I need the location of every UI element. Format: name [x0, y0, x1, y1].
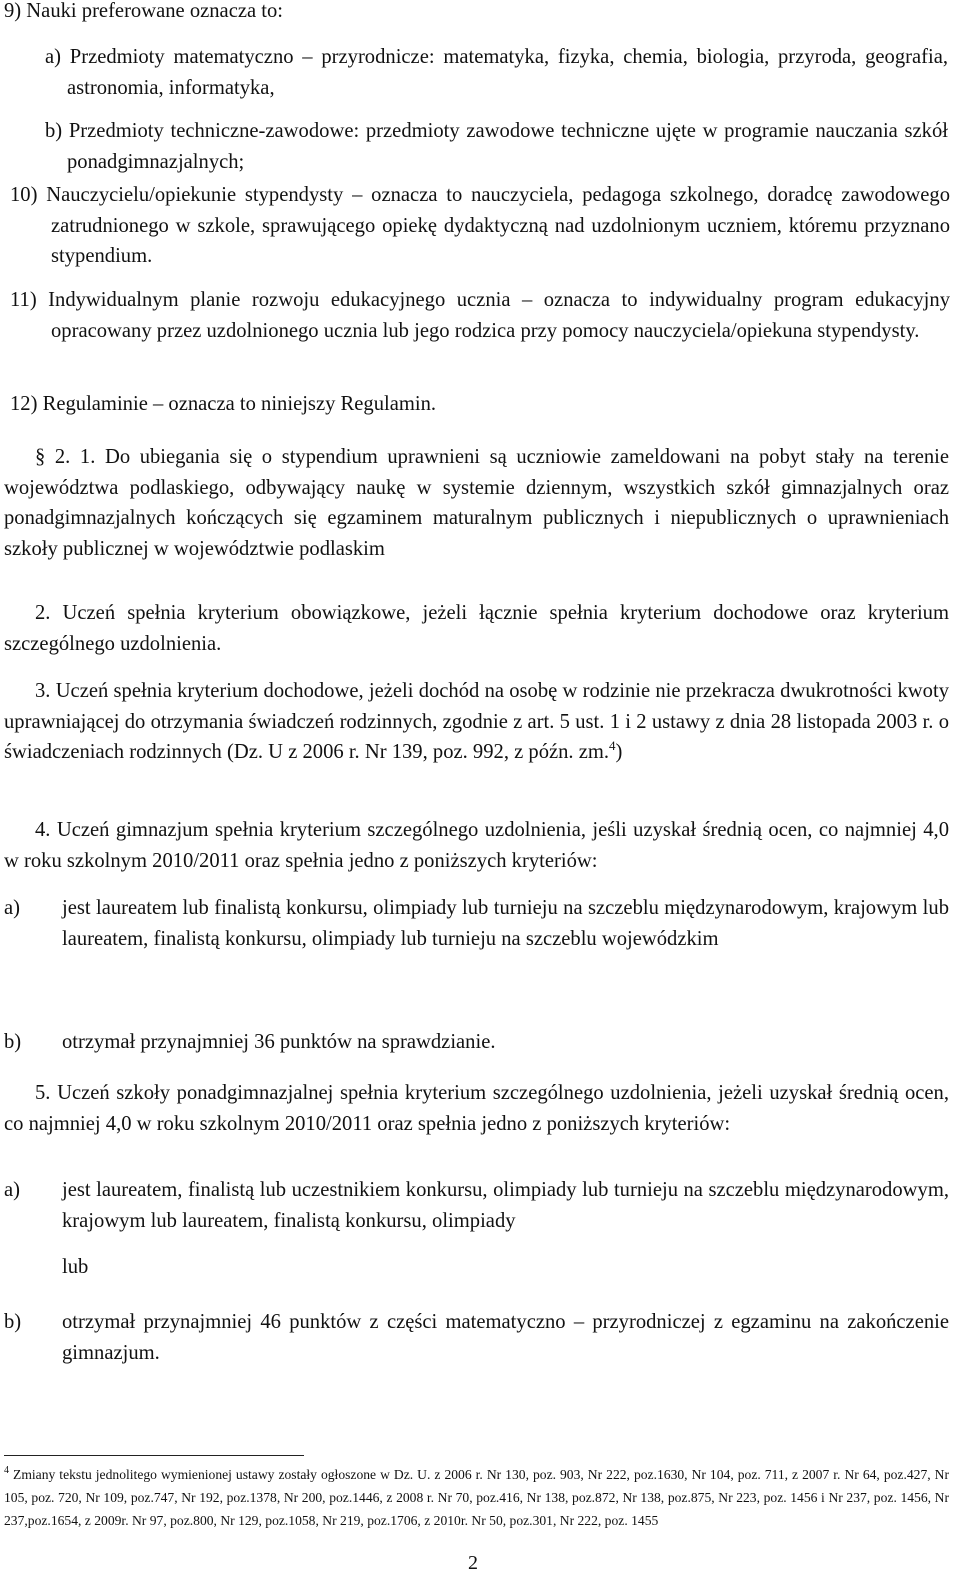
item-b-text: otrzymał przynajmniej 46 punktów z części matematyczno – przyrodniczej z egzaminu na zakończenie gimnazjum.	[62, 1311, 949, 1364]
item-a-text: jest laureatem lub finalistą konkursu, olimpiady lub turnieju na szczeblu międzynarodowym, krajowym lub laureatem, finalistą konkursu, olimpiady lub turnieju na szczeblu wojewódzkim	[62, 897, 949, 950]
point-5-item-a	[4, 1175, 949, 1236]
footnote-text: Zmiany tekstu jednolitego wymienionej ustawy zostały ogłoszone w Dz. U. z 2006 r. Nr 130, poz. 903, Nr 222, poz.1630, Nr 104, poz. 711, z 2007 r. Nr 64, poz.427, Nr 105, poz. 720, Nr 109, poz.747, Nr 192, poz.1378, Nr 200, poz.1446, z 2008 r. Nr 70, poz.416, Nr 138, poz.872, Nr 138, poz.875, Nr 223, poz. 1456 i Nr 237, poz. 1456, Nr 237,poz.1654, z 2009r. Nr 97, poz.800, Nr 129, poz.1058, Nr 219, poz.1706, z 2010r. Nr 50, poz.301, Nr 222, poz. 1455	[4, 1467, 949, 1528]
footnote-separator	[4, 1455, 304, 1456]
item-b-label: b)	[4, 1031, 22, 1053]
paragraph-11: 11) Indywidualnym planie rozwoju edukacyjnego ucznia – oznacza to indywidualny program edukacyjny opracowany przez uzdolnionego ucznia lub jego rodzica przy pomocy nauczyciela/opiekuna stypendysty.	[10, 289, 950, 342]
section-2-point-3	[4, 676, 949, 768]
section-2-point-5: 5. Uczeń szkoły ponadgimnazjalnej spełnia kryterium szczególnego uzdolnienia, jeżeli uzyskał średnią ocen, co najmniej 4,0 w roku szkolnym 2010/2011 oraz spełnia jedno z poniższych kryteriów:	[4, 1082, 949, 1135]
paragraph-9b: b) Przedmioty techniczne-zawodowe: przedmioty zawodowe techniczne ujęte w programie nauczania szkół ponadgimnazjalnych;	[45, 120, 948, 173]
point-5-item-b	[4, 1307, 949, 1368]
item-a-label: a)	[4, 897, 20, 919]
point-3-text: 3. Uczeń spełnia kryterium dochodowe, jeżeli dochód na osobę w rodzinie nie przekracza dwukrotności kwoty uprawniającej do otrzymania świadczeń rodzinnych, zgodnie z art. 5 ust. 1 i 2 ustawy z dnia 28 listopada 2003 r. o świadczeniach rodzinnych (Dz. U z 2006 r. Nr 139, poz. 992, z późn. zm.	[4, 680, 949, 763]
paragraph-9: 9) Nauki preferowane oznacza to:	[4, 0, 284, 22]
item-b-text: otrzymał przynajmniej 36 punktów na sprawdzianie.	[62, 1031, 496, 1053]
item-b-label: b)	[4, 1311, 22, 1333]
footnote	[4, 1463, 949, 1532]
item-a-continuation: lub	[62, 1256, 89, 1278]
section-2-point-2: 2. Uczeń spełnia kryterium obowiązkowe, jeżeli łącznie spełnia kryterium dochodowe oraz kryterium szczególnego uzdolnienia.	[4, 602, 949, 655]
item-a-label: a)	[4, 1179, 20, 1201]
page-number: 2	[468, 1552, 478, 1574]
paragraph-10: 10) Nauczycielu/opiekunie stypendysty – oznacza to nauczyciela, pedagoga szkolnego, doradcę zawodowego zatrudnionego w szkole, sprawującego opiekę dydaktyczną nad uzdolnionym uczniem, któremu przyznano stypendium.	[10, 184, 950, 267]
paragraph-12: 12) Regulaminie – oznacza to niniejszy Regulamin.	[10, 393, 437, 415]
section-2-point-1: § 2. 1. Do ubiegania się o stypendium uprawnieni są uczniowie zameldowani na pobyt stały na terenie województwa podlaskiego, odbywający naukę w systemie dziennym, wszystkich szkół gimnazjalnych oraz ponadgimnazjalnych kończących się egzaminem maturalnym publicznych i niepublicznych o uprawnieniach szkoły publicznej w województwie podlaskim	[4, 446, 949, 560]
point-4-item-a	[4, 893, 949, 954]
item-a-text: jest laureatem, finalistą lub uczestnikiem konkursu, olimpiady lub turnieju na szczeblu międzynarodowym, krajowym lub laureatem, finalistą konkursu, olimpiady	[62, 1179, 949, 1232]
footnote-number: 4	[4, 1465, 9, 1476]
paragraph-9a: a) Przedmioty matematyczno – przyrodnicze: matematyka, fizyka, chemia, biologia, przyroda, geografia, astronomia, informatyka,	[45, 46, 948, 99]
footnote-ref: 4	[609, 738, 616, 753]
section-2-point-4: 4. Uczeń gimnazjum spełnia kryterium szczególnego uzdolnienia, jeśli uzyskał średnią ocen, co najmniej 4,0 w roku szkolnym 2010/2011 oraz spełnia jedno z poniższych kryteriów:	[4, 819, 949, 872]
point-4-item-b	[4, 1027, 949, 1058]
point-3-end: )	[615, 741, 623, 763]
